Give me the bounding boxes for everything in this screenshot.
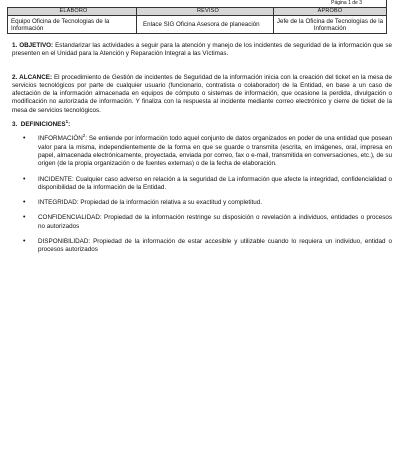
bullet-icon: • xyxy=(23,238,26,246)
elaboro-value: Equipo Oficina de Tecnologias de la Información xyxy=(8,16,137,34)
definition-item xyxy=(12,199,392,207)
definition-text: : Cualquier caso adverso en relación a la seguridad de La información que afecte la integridad, confidencialidad o disponibilidad de la información de la Entidad. xyxy=(38,175,392,191)
definition-text: : Se entiende por información todo aquel conjunto de datos organizados en poder de una entidad que posean valor para la misma, independientemente de la forma en que se guarde o transmita (escrita, en imágenes, oral, impresa en papel, almacenada electrónicamente, proyectada, enviada por correo, fax o e-mail, transmitida en conversaciones, etc.), de su origen (de la propia organización o de fuentes externas) o de la fecha de elaboración. xyxy=(38,135,392,168)
definition-text: : Propiedad de la información restringe su disposición o revelación a individuos, entidades o procesos no autorizados xyxy=(38,214,392,230)
bullet-icon: • xyxy=(23,214,26,222)
section-number: 2. xyxy=(12,73,18,81)
section-title: DEFINICIONES xyxy=(20,121,66,129)
bullet-icon: • xyxy=(23,175,26,183)
definition-term: INCIDENTE xyxy=(38,175,72,183)
section-text: El procedimiento de Gestión de incidentes de Seguridad de la información inicia con la creación del ticket en la mesa de servicios tecnológicos por parte de cualquier usuario (funcionario, contratista o colaborador) de la Entidad, en base a un caso de afectación de la información almacenada en equipos de cómputo o sistemas de información, que ocasione la perdida, divulgación o modificación no autorizada de información. Y finaliza con la respuesta al incidente mediante correo electrónico y cierre de ticket de la mesa de servicios tecnológicos. xyxy=(12,73,393,114)
definition-item xyxy=(12,214,392,231)
section-alcance xyxy=(12,74,392,115)
section-definiciones xyxy=(12,118,392,129)
definition-term: INTEGRIDAD xyxy=(38,199,77,207)
footnote-marker: 2 xyxy=(82,133,86,139)
definition-term: INFORMACIÓN xyxy=(38,135,83,143)
page-number: Página 1 de 3 xyxy=(331,0,362,6)
section-text: Estandarizar las actividades a seguir para la atención y manejo de los incidentes de seguridad de la información que se presenten en el Unidad para la Atención y Reparación Integral a las Víctimas. xyxy=(12,42,393,58)
bullet-icon: • xyxy=(23,135,26,143)
approval-values-row xyxy=(8,16,387,34)
reviso-value: Enlace SIG Oficina Asesora de planeación xyxy=(137,16,274,34)
definitions-list xyxy=(12,135,392,254)
definition-item xyxy=(12,176,392,193)
document-body xyxy=(12,42,392,262)
reviso-label: REVISO xyxy=(137,8,274,16)
section-title-suffix: : xyxy=(68,121,71,129)
page-number-row xyxy=(8,0,387,8)
section-title: OBJETIVO: xyxy=(19,42,54,49)
definition-text: : Propiedad de la información de estar accesible y utilizable cuando lo requiera un individuo, entidad o procesos autorizados xyxy=(38,238,392,254)
definition-item xyxy=(12,238,392,255)
definition-text: : Propiedad de la información relativa a su exactitud y completitud. xyxy=(76,199,263,207)
approval-labels-row xyxy=(8,8,387,16)
footnote-marker: 1 xyxy=(65,118,69,124)
definition-term: DISPONIBILIDAD xyxy=(38,238,89,246)
section-objetivo xyxy=(12,42,392,59)
approval-table xyxy=(7,0,387,34)
aprobo-value: Jefe de la Oficina de Tecnologías de la Información xyxy=(274,16,387,34)
section-title: ALCANCE: xyxy=(19,73,53,81)
section-number: 1. xyxy=(12,42,18,49)
bullet-icon: • xyxy=(23,199,26,207)
section-number: 3. xyxy=(12,121,18,129)
aprobo-label: APROBO xyxy=(274,8,387,16)
elaboro-label: ELABORO xyxy=(8,8,137,16)
definition-item xyxy=(12,135,392,168)
definition-term: CONFIDENCIALIDAD xyxy=(38,214,100,222)
